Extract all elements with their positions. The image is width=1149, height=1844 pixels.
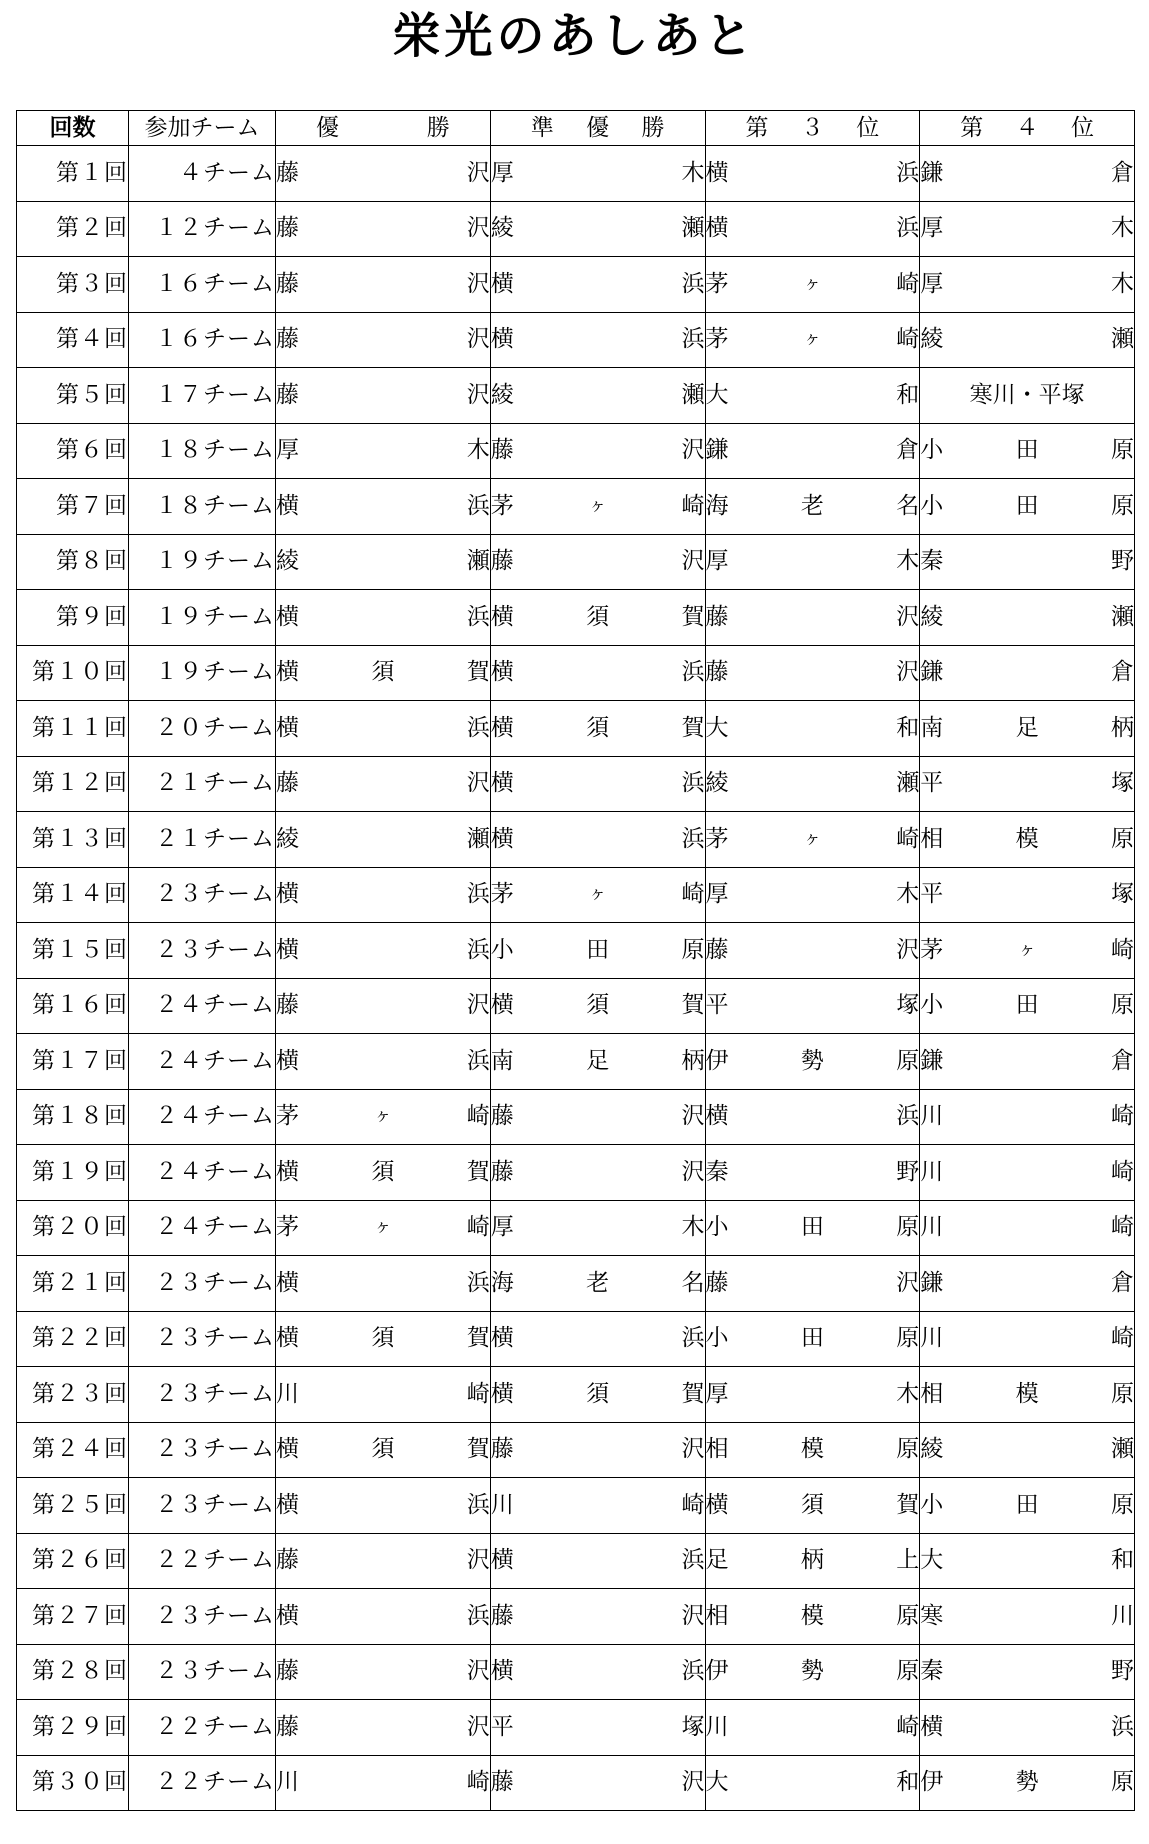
fourth-cell: 相 模 原 (920, 812, 1135, 868)
runner-up-cell: 横 浜 (490, 1644, 705, 1700)
runner-up-cell: 藤 沢 (490, 1589, 705, 1645)
winner-cell: 横 浜 (276, 1478, 491, 1534)
teams-cell: ２４チーム (129, 1200, 276, 1256)
teams-cell: ２２チーム (129, 1700, 276, 1756)
fourth-cell: 川 崎 (920, 1200, 1135, 1256)
third-cell: 鎌 倉 (705, 423, 920, 479)
table-row (17, 1589, 1135, 1645)
table-row (17, 201, 1135, 257)
third-cell: 横 浜 (705, 201, 920, 257)
third-cell: 横 浜 (705, 146, 920, 202)
fourth-cell: 小 田 原 (920, 978, 1135, 1034)
winner-cell: 横 須 賀 (276, 1422, 491, 1478)
table-row (17, 1533, 1135, 1589)
table-row (17, 701, 1135, 757)
third-cell: 相 模 原 (705, 1589, 920, 1645)
third-cell: 平 塚 (705, 978, 920, 1034)
runner-up-cell: 藤 沢 (490, 1145, 705, 1201)
winner-cell: 横 浜 (276, 1589, 491, 1645)
third-cell: 小 田 原 (705, 1200, 920, 1256)
teams-cell: ２０チーム (129, 701, 276, 757)
teams-cell: １６チーム (129, 257, 276, 313)
table-row (17, 1478, 1135, 1534)
table-row (17, 756, 1135, 812)
winner-cell: 横 浜 (276, 1256, 491, 1312)
fourth-cell: 大 和 (920, 1533, 1135, 1589)
round-cell: 第１１回 (17, 701, 129, 757)
round-cell: 第１７回 (17, 1034, 129, 1090)
round-cell: 第２４回 (17, 1422, 129, 1478)
page-title: 栄光のあしあと (392, 8, 757, 64)
teams-cell: １９チーム (129, 590, 276, 646)
winner-cell: 藤 沢 (276, 146, 491, 202)
winner-cell: 横 浜 (276, 1034, 491, 1090)
winner-cell: 藤 沢 (276, 1700, 491, 1756)
round-cell: 第２５回 (17, 1478, 129, 1534)
fourth-cell: 鎌 倉 (920, 146, 1135, 202)
table-row (17, 867, 1135, 923)
fourth-cell: 綾 瀬 (920, 590, 1135, 646)
third-cell: 川 崎 (705, 1700, 920, 1756)
runner-up-cell: 横 浜 (490, 312, 705, 368)
header-runner-up: 準 優 勝 (490, 111, 705, 146)
winner-cell: 横 浜 (276, 590, 491, 646)
teams-cell: ２３チーム (129, 1644, 276, 1700)
teams-cell: ２４チーム (129, 1145, 276, 1201)
teams-cell: １７チーム (129, 368, 276, 424)
third-cell: 横 須 賀 (705, 1478, 920, 1534)
fourth-cell: 小 田 原 (920, 423, 1135, 479)
runner-up-cell: 綾 瀬 (490, 201, 705, 257)
table-row (17, 1422, 1135, 1478)
fourth-cell: 鎌 倉 (920, 1256, 1135, 1312)
teams-cell: １９チーム (129, 534, 276, 590)
teams-cell: １８チーム (129, 479, 276, 535)
runner-up-cell: 海 老 名 (490, 1256, 705, 1312)
table-row (17, 590, 1135, 646)
winner-cell: 茅 ヶ 崎 (276, 1089, 491, 1145)
runner-up-cell: 川 崎 (490, 1478, 705, 1534)
fourth-cell: 川 崎 (920, 1089, 1135, 1145)
table-row (17, 312, 1135, 368)
winner-cell: 横 須 賀 (276, 1145, 491, 1201)
fourth-cell: 寒川・平塚 (920, 368, 1135, 424)
round-cell: 第８回 (17, 534, 129, 590)
teams-cell: ２３チーム (129, 1256, 276, 1312)
teams-cell: １８チーム (129, 423, 276, 479)
third-cell: 秦 野 (705, 1145, 920, 1201)
winner-cell: 川 崎 (276, 1367, 491, 1423)
runner-up-cell: 茅 ヶ 崎 (490, 479, 705, 535)
table-row (17, 1755, 1135, 1811)
teams-cell: ２４チーム (129, 978, 276, 1034)
teams-cell: ４チーム (129, 146, 276, 202)
table-row (17, 479, 1135, 535)
round-cell: 第１９回 (17, 1145, 129, 1201)
teams-cell: ２３チーム (129, 1422, 276, 1478)
runner-up-cell: 平 塚 (490, 1700, 705, 1756)
winner-cell: 綾 瀬 (276, 534, 491, 590)
third-cell: 茅 ヶ 崎 (705, 312, 920, 368)
round-cell: 第２回 (17, 201, 129, 257)
fourth-cell: 伊 勢 原 (920, 1755, 1135, 1811)
header-teams: 参加チーム (129, 111, 276, 146)
runner-up-cell: 横 須 賀 (490, 978, 705, 1034)
fourth-cell: 厚 木 (920, 201, 1135, 257)
fourth-cell: 横 浜 (920, 1700, 1135, 1756)
winner-cell: 横 浜 (276, 867, 491, 923)
third-cell: 綾 瀬 (705, 756, 920, 812)
fourth-cell: 厚 木 (920, 257, 1135, 313)
winner-cell: 川 崎 (276, 1755, 491, 1811)
fourth-cell: 相 模 原 (920, 1367, 1135, 1423)
runner-up-cell: 横 浜 (490, 812, 705, 868)
teams-cell: ２４チーム (129, 1089, 276, 1145)
fourth-cell: 川 崎 (920, 1145, 1135, 1201)
runner-up-cell: 小 田 原 (490, 923, 705, 979)
fourth-cell: 鎌 倉 (920, 645, 1135, 701)
fourth-cell: 秦 野 (920, 1644, 1135, 1700)
runner-up-cell: 茅 ヶ 崎 (490, 867, 705, 923)
round-cell: 第３０回 (17, 1755, 129, 1811)
round-cell: 第１６回 (17, 978, 129, 1034)
runner-up-cell: 横 須 賀 (490, 701, 705, 757)
table-row (17, 146, 1135, 202)
round-cell: 第２９回 (17, 1700, 129, 1756)
teams-cell: ２３チーム (129, 1478, 276, 1534)
fourth-cell: 寒 川 (920, 1589, 1135, 1645)
round-cell: 第２７回 (17, 1589, 129, 1645)
round-cell: 第５回 (17, 368, 129, 424)
runner-up-cell: 藤 沢 (490, 1089, 705, 1145)
winner-cell: 藤 沢 (276, 257, 491, 313)
teams-cell: １２チーム (129, 201, 276, 257)
header-fourth: 第 ４ 位 (920, 111, 1135, 146)
fourth-cell: 平 塚 (920, 867, 1135, 923)
runner-up-cell: 南 足 柄 (490, 1034, 705, 1090)
runner-up-cell: 横 浜 (490, 645, 705, 701)
runner-up-cell: 綾 瀬 (490, 368, 705, 424)
teams-cell: ２３チーム (129, 1311, 276, 1367)
table-row (17, 1089, 1135, 1145)
table-row (17, 1256, 1135, 1312)
winner-cell: 横 浜 (276, 701, 491, 757)
fourth-cell: 平 塚 (920, 756, 1135, 812)
table-row (17, 423, 1135, 479)
fourth-cell: 小 田 原 (920, 1478, 1135, 1534)
round-cell: 第１５回 (17, 923, 129, 979)
third-cell: 大 和 (705, 701, 920, 757)
round-cell: 第１回 (17, 146, 129, 202)
round-cell: 第７回 (17, 479, 129, 535)
winner-cell: 藤 沢 (276, 201, 491, 257)
third-cell: 足 柄 上 (705, 1533, 920, 1589)
third-cell: 横 浜 (705, 1089, 920, 1145)
teams-cell: ２３チーム (129, 1589, 276, 1645)
round-cell: 第２３回 (17, 1367, 129, 1423)
winner-cell: 藤 沢 (276, 978, 491, 1034)
winner-cell: 横 須 賀 (276, 645, 491, 701)
round-cell: 第１８回 (17, 1089, 129, 1145)
runner-up-cell: 横 浜 (490, 756, 705, 812)
runner-up-cell: 厚 木 (490, 146, 705, 202)
third-cell: 藤 沢 (705, 645, 920, 701)
runner-up-cell: 横 浜 (490, 1311, 705, 1367)
runner-up-cell: 横 浜 (490, 1533, 705, 1589)
teams-cell: ２４チーム (129, 1034, 276, 1090)
teams-cell: ２１チーム (129, 812, 276, 868)
winner-cell: 茅 ヶ 崎 (276, 1200, 491, 1256)
table-row (17, 257, 1135, 313)
table-row (17, 645, 1135, 701)
header-round: 回数 (17, 111, 129, 146)
runner-up-cell: 横 須 賀 (490, 590, 705, 646)
teams-cell: ２２チーム (129, 1533, 276, 1589)
winner-cell: 藤 沢 (276, 1644, 491, 1700)
round-cell: 第２１回 (17, 1256, 129, 1312)
table-row (17, 534, 1135, 590)
table-row (17, 1200, 1135, 1256)
fourth-cell: 秦 野 (920, 534, 1135, 590)
third-cell: 小 田 原 (705, 1311, 920, 1367)
winner-cell: 横 須 賀 (276, 1311, 491, 1367)
fourth-cell: 鎌 倉 (920, 1034, 1135, 1090)
winner-cell: 藤 沢 (276, 368, 491, 424)
third-cell: 伊 勢 原 (705, 1034, 920, 1090)
header-row (17, 111, 1135, 146)
table-row (17, 1145, 1135, 1201)
teams-cell: １９チーム (129, 645, 276, 701)
third-cell: 伊 勢 原 (705, 1644, 920, 1700)
third-cell: 茅 ヶ 崎 (705, 257, 920, 313)
third-cell: 藤 沢 (705, 590, 920, 646)
runner-up-cell: 横 須 賀 (490, 1367, 705, 1423)
table-row (17, 1644, 1135, 1700)
round-cell: 第４回 (17, 312, 129, 368)
round-cell: 第１２回 (17, 756, 129, 812)
third-cell: 厚 木 (705, 534, 920, 590)
third-cell: 厚 木 (705, 867, 920, 923)
round-cell: 第１４回 (17, 867, 129, 923)
fourth-cell: 川 崎 (920, 1311, 1135, 1367)
runner-up-cell: 藤 沢 (490, 1422, 705, 1478)
table-row (17, 1034, 1135, 1090)
round-cell: 第１３回 (17, 812, 129, 868)
runner-up-cell: 藤 沢 (490, 1755, 705, 1811)
results-table (16, 110, 1135, 1811)
third-cell: 藤 沢 (705, 1256, 920, 1312)
runner-up-cell: 横 浜 (490, 257, 705, 313)
header-winner: 優 勝 (276, 111, 491, 146)
winner-cell: 藤 沢 (276, 1533, 491, 1589)
header-third: 第 ３ 位 (705, 111, 920, 146)
third-cell: 海 老 名 (705, 479, 920, 535)
third-cell: 茅 ヶ 崎 (705, 812, 920, 868)
table-row (17, 1367, 1135, 1423)
teams-cell: １６チーム (129, 312, 276, 368)
teams-cell: ２３チーム (129, 923, 276, 979)
round-cell: 第１０回 (17, 645, 129, 701)
fourth-cell: 茅 ヶ 崎 (920, 923, 1135, 979)
winner-cell: 藤 沢 (276, 312, 491, 368)
runner-up-cell: 厚 木 (490, 1200, 705, 1256)
teams-cell: ２２チーム (129, 1755, 276, 1811)
third-cell: 相 模 原 (705, 1422, 920, 1478)
runner-up-cell: 藤 沢 (490, 534, 705, 590)
round-cell: 第３回 (17, 257, 129, 313)
table-row (17, 978, 1135, 1034)
round-cell: 第２２回 (17, 1311, 129, 1367)
round-cell: 第２６回 (17, 1533, 129, 1589)
third-cell: 厚 木 (705, 1367, 920, 1423)
winner-cell: 横 浜 (276, 923, 491, 979)
table-row (17, 812, 1135, 868)
third-cell: 大 和 (705, 1755, 920, 1811)
round-cell: 第９回 (17, 590, 129, 646)
table-row (17, 1311, 1135, 1367)
runner-up-cell: 藤 沢 (490, 423, 705, 479)
third-cell: 藤 沢 (705, 923, 920, 979)
teams-cell: ２３チーム (129, 1367, 276, 1423)
round-cell: 第６回 (17, 423, 129, 479)
teams-cell: ２１チーム (129, 756, 276, 812)
fourth-cell: 綾 瀬 (920, 312, 1135, 368)
table-row (17, 368, 1135, 424)
fourth-cell: 南 足 柄 (920, 701, 1135, 757)
winner-cell: 厚 木 (276, 423, 491, 479)
winner-cell: 横 浜 (276, 479, 491, 535)
fourth-cell: 綾 瀬 (920, 1422, 1135, 1478)
table-row (17, 1700, 1135, 1756)
fourth-cell: 小 田 原 (920, 479, 1135, 535)
round-cell: 第２８回 (17, 1644, 129, 1700)
teams-cell: ２３チーム (129, 867, 276, 923)
winner-cell: 綾 瀬 (276, 812, 491, 868)
table-row (17, 923, 1135, 979)
third-cell: 大 和 (705, 368, 920, 424)
round-cell: 第２０回 (17, 1200, 129, 1256)
winner-cell: 藤 沢 (276, 756, 491, 812)
